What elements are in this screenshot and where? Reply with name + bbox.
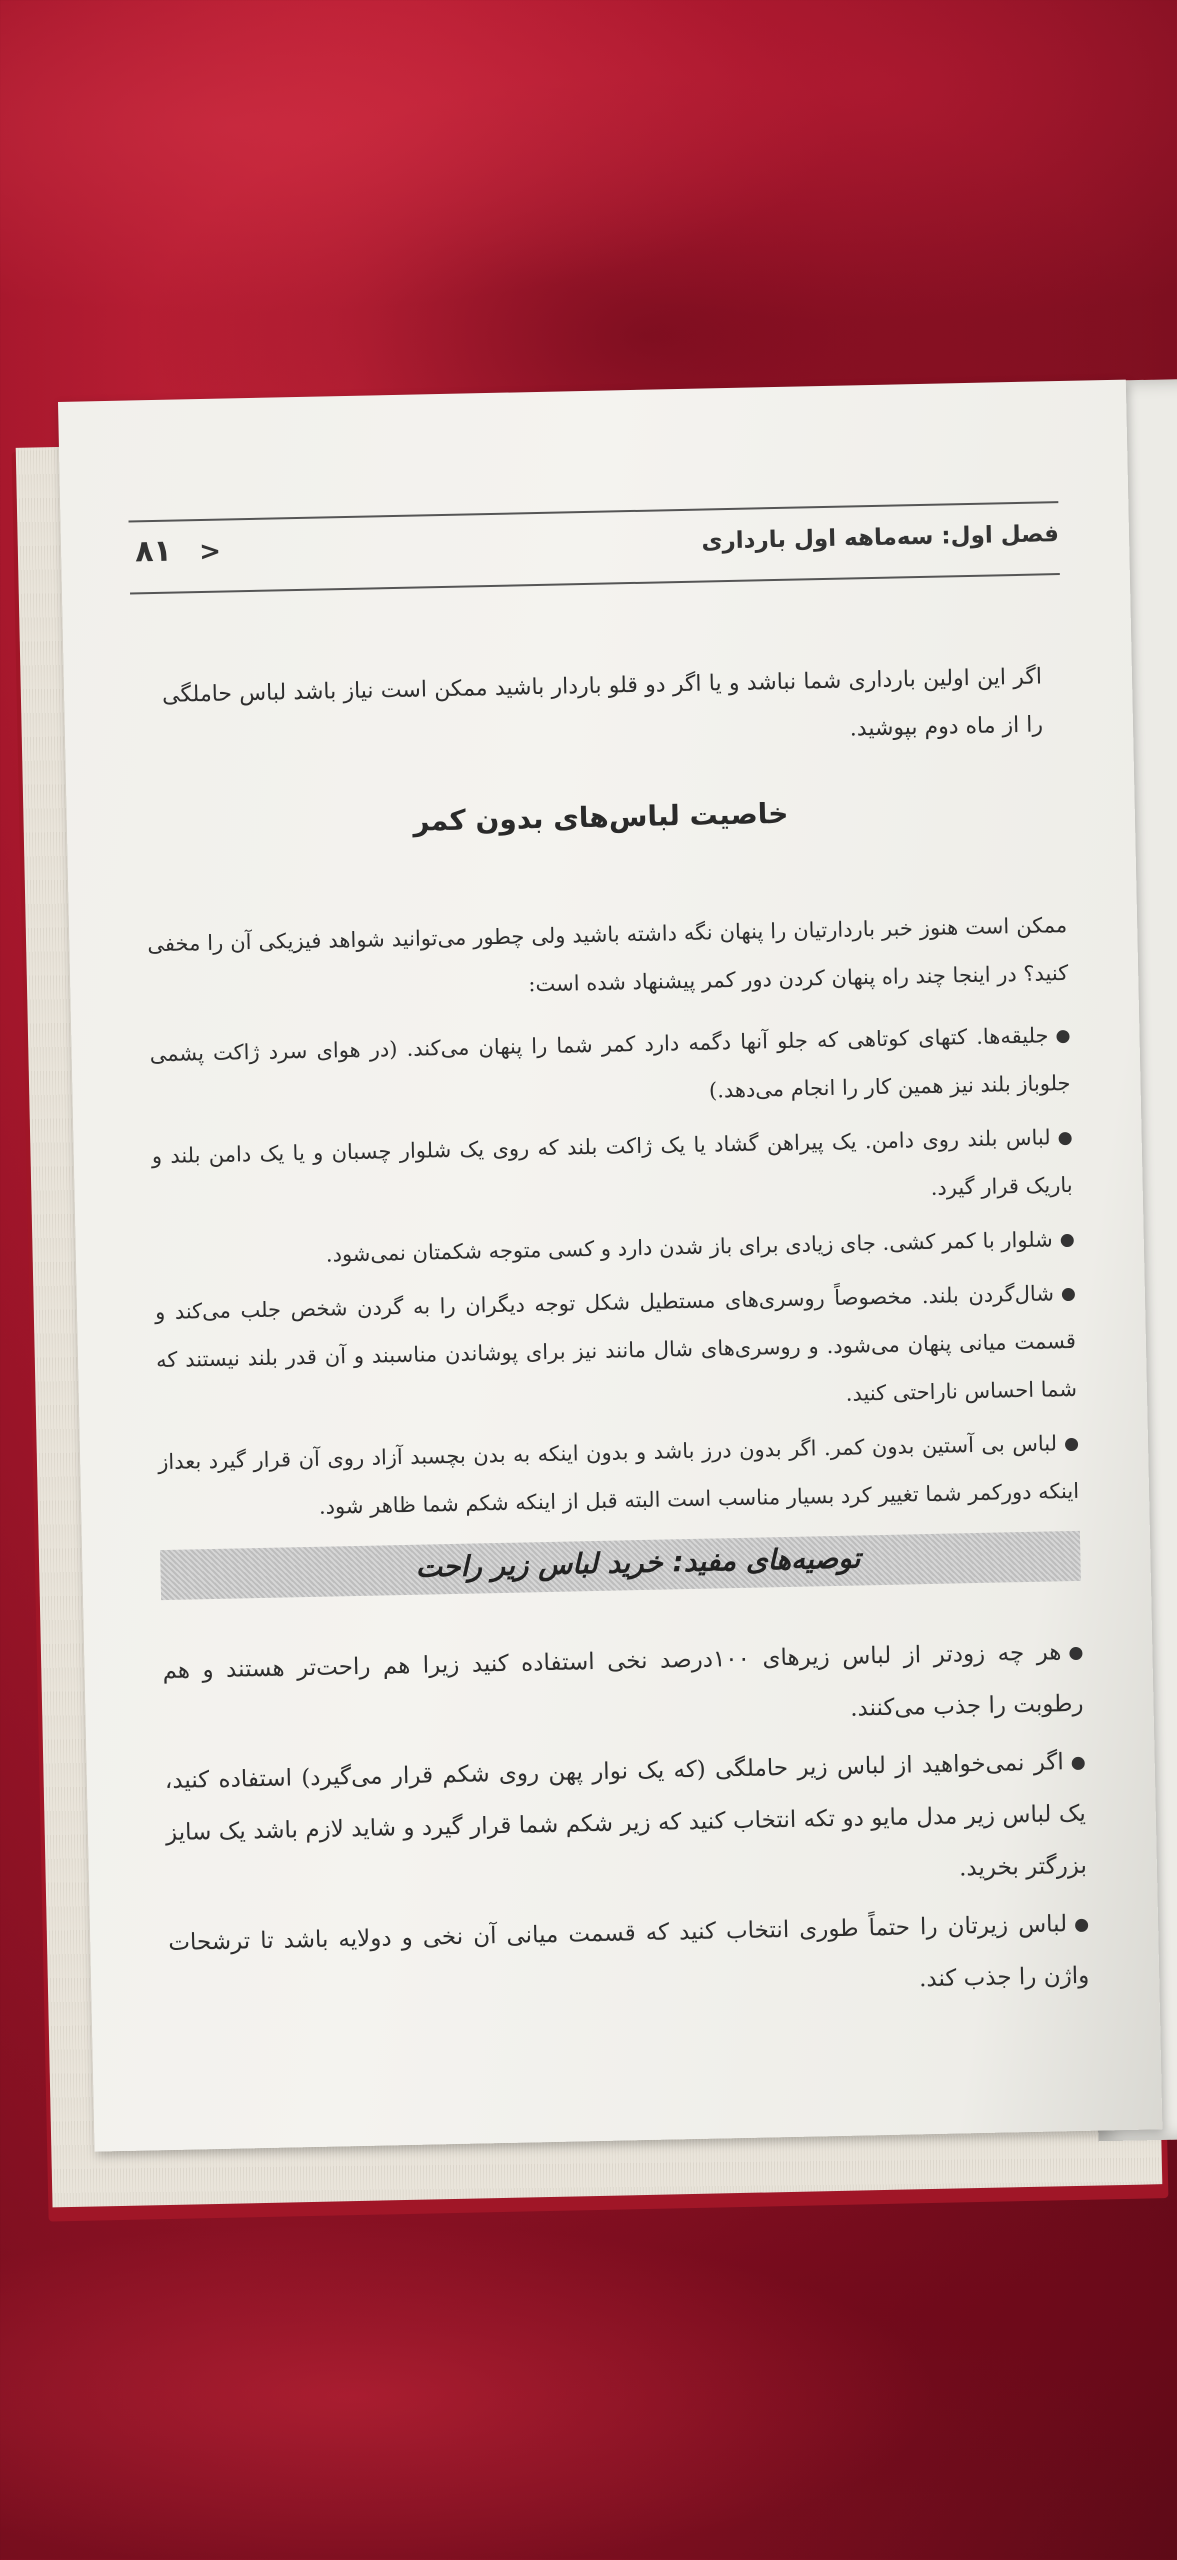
- header-rule-top: [128, 501, 1058, 522]
- section-heading: خاصیت لباس‌های بدون کمر: [412, 796, 789, 838]
- list-item-text: هر چه زودتر از لباس زیرهای ۱۰۰درصد نخی استفاده کنید زیرا هم راحت‌تر هستند و هم رطوبت را جذب می‌کنند.: [162, 1639, 1084, 1722]
- bullet-icon: [1065, 1438, 1078, 1451]
- list-item: [162, 1626, 1084, 1749]
- bullet-icon: [1062, 1288, 1075, 1301]
- section-body: [147, 901, 1080, 1540]
- list-item: [151, 1113, 1073, 1228]
- list-item-text: شال‌گردن بلند. مخصوصاً روسری‌های مستطیل شکل توجه دیگران را به گردن شخص جلب می‌کند و قسمت میانی پنهان می‌شود. و روسری‌های شال مانند نیز برای پوشاندن مناسبند و آن قدر بلند نیستند که شما احساس ناراحتی کنید.: [154, 1281, 1078, 1406]
- chevron-left-icon: <: [198, 536, 222, 568]
- tips-body: [162, 1626, 1090, 2027]
- bullet-icon: [1069, 1646, 1082, 1659]
- list-item-text: جلیقه‌ها. کتهای کوتاهی که جلو آنها دگمه دارد کمر شما را پنهان می‌کند. (در هوای سرد ژاکت پشمی جلوباز بلند نیز همین کار را انجام می‌دهد.): [149, 1023, 1071, 1103]
- bullet-icon: [1072, 1756, 1085, 1769]
- list-item: [168, 1898, 1090, 2021]
- list-item: [164, 1736, 1087, 1911]
- list-item-text: اگر نمی‌خواهید از لباس زیر حاملگی (که یک نوار پهن روی شکم قرار می‌گیرد) استفاده کنید، یک لباس زیر مدل مایو دو تکه انتخاب کنید که زیر شکم شما قرار گیرد و شاید لازم باشد یک سایز بزرگتر بخرید.: [164, 1749, 1088, 1882]
- list-item: [155, 1269, 1078, 1432]
- tips-banner: [160, 1531, 1081, 1600]
- list-item-text: لباس بلند روی دامن. یک پیراهن گشاد یا یک ژاکت بلند که روی یک شلوار چسبان و یا یک دامن بلند و باریک قرار گیرد.: [151, 1125, 1073, 1200]
- section-intro-paragraph: ممکن است هنوز خبر باردارتیان را پنهان نگه داشته باشید ولی چطور می‌توانید شواهد فیزیکی آن را مخفی کنید؟ در اینجا چند راه پنهان کردن دور کمر پیشنهاد شده است:: [147, 912, 1069, 997]
- header-rule-bottom: [130, 573, 1060, 594]
- bullet-icon: [1061, 1234, 1074, 1247]
- page-header: [128, 501, 1059, 594]
- intro-paragraph: اگر این اولین بارداری شما نباشد و یا اگر دو قلو باردار باشید ممکن است نیاز باشد لباس حاملگی را از ماه دوم بپوشید.: [161, 664, 1044, 742]
- bullet-icon: [1059, 1132, 1072, 1145]
- list-item-text: شلوار با کمر کشی. جای زیادی برای باز شدن دارد و کسی متوجه شکمتان نمی‌شود.: [325, 1227, 1054, 1267]
- list-item-text: لباس بی آستین بدون کمر. اگر بدون درز باشد و بدون اینکه به بدن بچسبد آزاد روی آن قرار گیرد بعداز اینکه دورکمر شما تغییر کرد بسیار مناسب است البته قبل از اینکه شکم شما ظاهر شود.: [157, 1431, 1080, 1519]
- list-item-text: لباس زیرتان را حتماً طوری انتخاب کنید که قسمت میانی آن نخی و دولایه باشد تا ترشحات واژن را جذب کند.: [168, 1911, 1090, 1993]
- chapter-title: فصل اول: سه‌ماهه اول بارداری: [701, 521, 1060, 555]
- velvet-background-top: [0, 0, 1177, 420]
- book-page: [58, 380, 1162, 2152]
- page-number: ۸۱: [134, 533, 173, 570]
- bullet-icon: [1056, 1030, 1069, 1043]
- list-item: [149, 1011, 1071, 1126]
- bullet-icon: [1075, 1918, 1088, 1931]
- tips-title: توصیه‌های مفید: خرید لباس زیر راحت: [415, 1541, 861, 1584]
- list-item: [158, 1419, 1080, 1534]
